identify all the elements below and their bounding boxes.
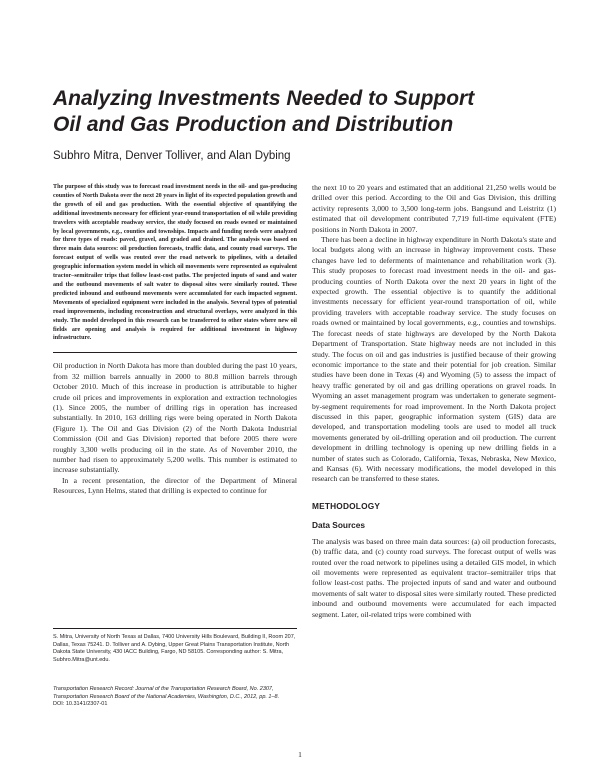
abstract-divider [53, 352, 297, 353]
subsection-heading-data-sources: Data Sources [312, 519, 366, 530]
citation-doi: DOI: 10.3141/2307-01 [53, 701, 108, 708]
footnote-divider [53, 628, 297, 629]
right-column [312, 183, 556, 620]
body-paragraph: Oil production in North Dakota has more than doubled during the past 10 years, from 32 million barrels annually in 2000 to 80.8 million barrels through October 2010. Much of this increase in production is attributable to higher crude oil prices and improvements in exploration and extraction technologies (1). Since 2005, the number of drilling rigs in operation has increased substantially. In 2010, 163 drilling rigs were being operated in North Dakota (Figure 1). The Oil and Gas Division (2) of the North Dakota Industrial Commission (Oil and Gas Division) reported that before 2005 there were roughly 3,300 wells producing oil in the state. As of November 2010, the number had risen to approximately 5,200 wells. This number is estimated to increase substantially. [53, 361, 297, 475]
left-column [53, 183, 297, 497]
left-body [53, 361, 297, 496]
body-paragraph: the next 10 to 20 years and estimated that an additional 21,250 wells would be drilled over this period. According to the Oil and Gas Division, this drilling activity represents 3,000 to 3,500 long-term jobs. Bangsund and Leistritz (1) estimated that oil development contributed 7,719 full-time equivalent (FTE) positions in North Dakota in 2007. [312, 183, 556, 234]
paper-title [53, 86, 553, 138]
footnote-affiliations: S. Mitra, University of North Texas at Dallas, 7400 University Hills Boulevard, Building II, Room 207, Dallas, Texas 75241. D. Tolliver and A. Dybing, Upper Great Plains Transportation Institute, North Dakota State University, 430 IACC Building, Fargo, ND 58105. Corresponding author: S. Mitra, Subhro.Mitra@unt.edu. [53, 634, 296, 663]
section-heading-methodology: METHODOLOGY [312, 500, 381, 511]
abstract: The purpose of this study was to forecast road investment needs in the oil- and gas-producing counties of North Dakota over the next 20 years in light of its expected population growth and the growth of oil and gas production. With the essential objective of quantifying the additional investments necessary for efficient year-round transportation of oil while providing travelers with acceptable roadway service, the study focused on roads owned or maintained by local governments, e.g., counties and townships. Impacts and funding needs were analyzed for three types of roads: paved, gravel, and graded and drained. The analysis was based on three main data sources: oil production forecasts, traffic data, and county road surveys. The forecast output of wells was routed over the road network to pipelines, with a detailed geographic information system model in which oil movements were represented as equivalent tractor–semitrailer trips that follow least-cost paths. The projected inputs of sand and water and the outbound movements of salt water to disposal sites were similarly routed. These predicted inbound and outbound movements were accumulated for each impacted segment. Movements of specialized equipment were included in the analysis. Several types of potential road improvements, including reconstruction and structural overlays, were analyzed in this study. The model developed in this research can be transferred to other states where new oil fields are opening and analysis is required for additional investment in highway infrastructure. [53, 184, 297, 342]
footnote-citation [53, 686, 297, 709]
authors: Subhro Mitra, Denver Tolliver, and Alan Dybing [53, 150, 291, 162]
citation-journal: Transportation Research Record: Journal of the Transportation Research Board, No. 2307, Transportation Research Board of the National Academies, Washington, D.C., 2012, pp. 1–8. [53, 686, 280, 700]
title-line-2: Oil and Gas Production and Distribution [53, 113, 454, 136]
page-number: 1 [298, 750, 302, 759]
body-paragraph: There has been a decline in highway expenditure in North Dakota's state and local budgets along with an increase in highway improvement costs. These changes have led to deferments of maintenance and rehabilitation work (3). This study proposes to forecast road investment needs in the oil- and gas-producing counties of North Dakota over the next 20 years in light of the expected growth. The essential objective is to quantify the additional investments necessary for efficient year-round transportation of oil, while providing travelers with acceptable roadway service. The study focuses on roads owned or maintained by local governments, e.g., counties and townships. The forecast needs of state highways are developed by the North Dakota Department of Transportation. State highway needs are not included in this study. The focus on oil and gas industries is justified because of their growing economic importance to the state and their potential for job creation. Similar studies have been done in Texas (4) and Wyoming (5) to assess the impact of heavy traffic generated by oil and gas drilling operations on gravel roads. In Wyoming an asset management program was undertaken to generate segment-by-segment requirements for road improvement. In the North Dakota project discussed in this paper, geographic information system (GIS) data are developed, and transportation modeling tools are used to model all truck movements generated by oil-drilling operation and oil production. The current development in drilling technology is opening up new drilling fields in a number of states such as Colorado, California, Texas, Nebraska, New Mexico, and Kansas (6). With necessary modifications, the model developed in this research can be transferred to these states. [312, 235, 556, 484]
title-line-1: Analyzing Investments Needed to Support [53, 87, 475, 110]
body-paragraph: In a recent presentation, the director of the Department of Mineral Resources, Lynn Helms, stated that drilling is expected to continue for [53, 475, 297, 496]
body-paragraph: The analysis was based on three main data sources: (a) oil production forecasts, (b) traffic data, and (c) county road surveys. The forecast output of wells was routed over the road network to pipelines using a detailed GIS model, in which oil movements were represented as equivalent tractor–semitrailer trips that follow least-cost paths. The projected inputs of sand and water and outbound movements of salt water to disposal sites were similarly routed. These predicted inbound and outbound movements were accumulated for each impacted segment. Later, oil-related trips were combined with [312, 536, 556, 619]
